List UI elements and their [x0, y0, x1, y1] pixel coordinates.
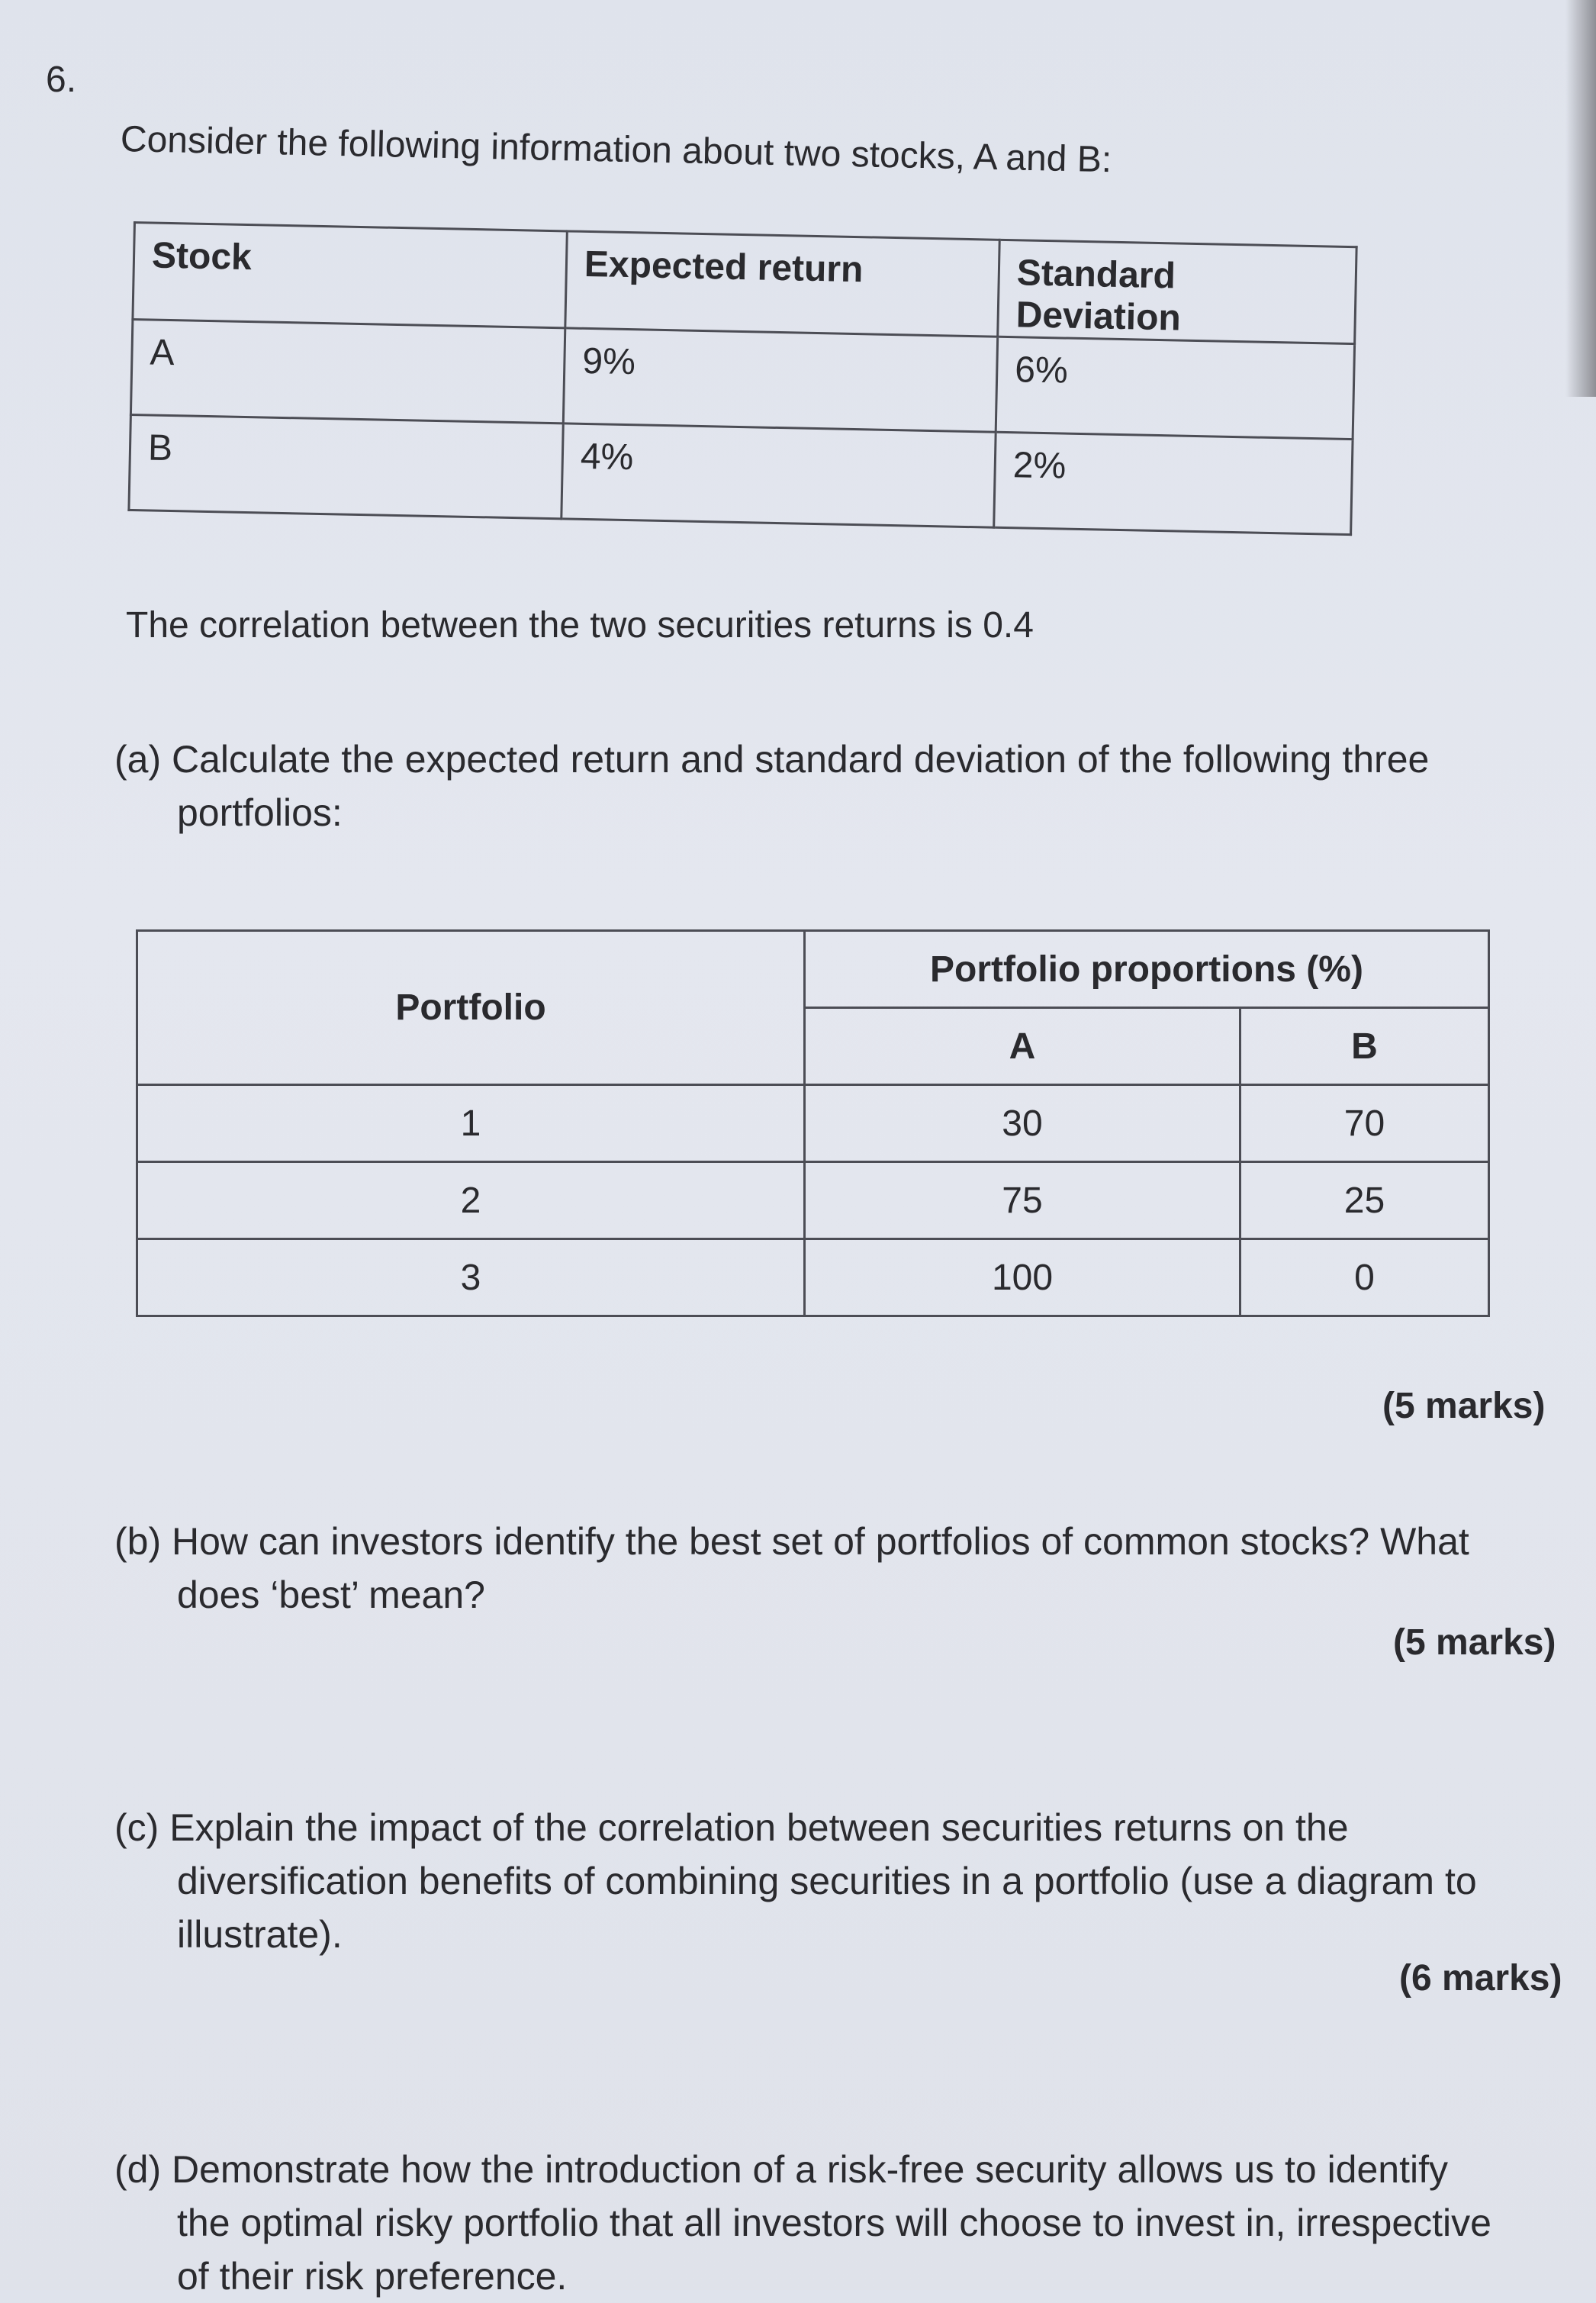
proportion-a-value: 30 [805, 1085, 1240, 1162]
proportion-b-header: B [1240, 1008, 1489, 1085]
part-d-line-1: Demonstrate how the introduction of a risk-free security allows us to identify [172, 2148, 1448, 2191]
part-b-line-2: does ‘best’ mean? [177, 1573, 485, 1616]
part-c-label: (c) [114, 1806, 159, 1849]
stock-name: A [130, 320, 565, 424]
part-d-label: (d) [114, 2148, 162, 2191]
portfolio-table [136, 929, 1490, 1317]
part-a-line-1: Calculate the expected return and standard deviation of the following three [172, 738, 1430, 781]
proportion-b-value: 70 [1240, 1085, 1489, 1162]
stock-table [127, 221, 1357, 536]
table-row [137, 1239, 1489, 1316]
question-number: 6. [46, 60, 77, 100]
part-a-label: (a) [114, 738, 162, 781]
part-b-line-1: How can investors identify the best set of portfolios of common stocks? What [172, 1520, 1469, 1563]
part-a-marks: (5 marks) [1382, 1386, 1546, 1426]
part-d-question [114, 2143, 1491, 2303]
portfolio-number: 1 [137, 1085, 805, 1162]
stock-header: Stock [133, 223, 567, 328]
expected-return-header: Expected return [565, 231, 999, 337]
proportion-a-value: 75 [805, 1162, 1240, 1239]
portfolio-number: 3 [137, 1239, 805, 1316]
part-d-line-2: the optimal risky portfolio that all investors will choose to invest in, irrespective [177, 2202, 1491, 2244]
expected-return-value: 4% [561, 424, 996, 527]
expected-return-value: 9% [563, 328, 997, 432]
question-intro: Consider the following information about two stocks, A and B: [120, 119, 1112, 181]
proportion-a-header: A [805, 1008, 1240, 1085]
portfolio-number: 2 [137, 1162, 805, 1239]
table-row [137, 1162, 1489, 1239]
standard-deviation-value: 2% [994, 432, 1353, 534]
part-d-line-3: of their risk preference. [177, 2255, 568, 2298]
proportion-b-value: 0 [1240, 1239, 1489, 1316]
correlation-statement: The correlation between the two securities returns is 0.4 [126, 605, 1034, 646]
part-c-line-3: illustrate). [177, 1913, 343, 1956]
part-c-line-1: Explain the impact of the correlation between securities returns on the [169, 1806, 1349, 1849]
part-c-line-2: diversification benefits of combining securities in a portfolio (use a diagram to [177, 1860, 1477, 1902]
standard-deviation-value: 6% [996, 337, 1354, 439]
part-c-marks: (6 marks) [1399, 1958, 1562, 1999]
portfolio-header: Portfolio [137, 931, 805, 1085]
part-b-label: (b) [114, 1520, 162, 1563]
part-b-marks: (5 marks) [1393, 1622, 1556, 1663]
portfolio-table-header-row [137, 931, 1489, 1008]
stock-name: B [129, 414, 563, 518]
page-edge-shadow [1565, 0, 1596, 397]
part-b-question [114, 1515, 1469, 1622]
part-a-line-2: portfolios: [177, 791, 343, 834]
part-a-question [114, 733, 1429, 839]
table-row [137, 1085, 1489, 1162]
proportion-a-value: 100 [805, 1239, 1240, 1316]
part-c-question [114, 1801, 1477, 1961]
standard-deviation-header: Standard Deviation [998, 240, 1356, 343]
portfolio-proportions-header: Portfolio proportions (%) [805, 931, 1489, 1008]
proportion-b-value: 25 [1240, 1162, 1489, 1239]
